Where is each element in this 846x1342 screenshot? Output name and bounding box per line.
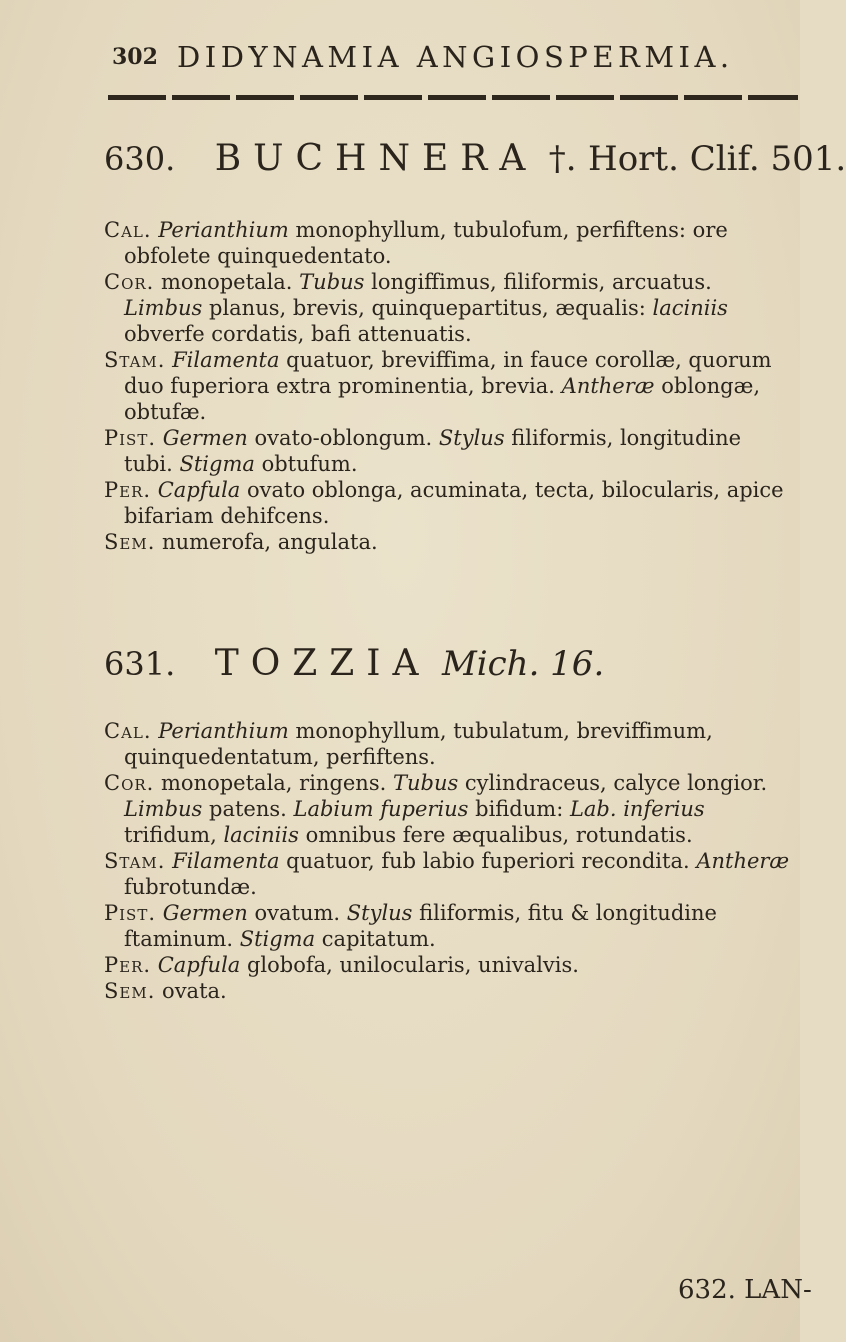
description-text: oblongæ, obtufæ. xyxy=(124,374,761,424)
italic-term: Tubus xyxy=(392,771,459,795)
page-header xyxy=(112,40,772,80)
character-label: Cal. xyxy=(104,218,152,242)
description-text: monopetala, ringens. xyxy=(154,771,393,795)
description-text: capitatum. xyxy=(315,927,436,951)
character-label: Stam. xyxy=(104,849,166,873)
page-number: 302 xyxy=(112,44,158,70)
character-paragraph xyxy=(104,848,794,900)
character-paragraph xyxy=(104,529,794,555)
character-label: Stam. xyxy=(104,348,166,372)
description-text: patens. xyxy=(202,797,294,821)
description-text: planus, brevis, quinquepartitus, æqualis: xyxy=(202,296,653,320)
catchword: 632. LAN- xyxy=(678,1275,812,1305)
genus-description xyxy=(104,718,794,1004)
description-text: fubrotundæ. xyxy=(124,875,257,899)
description-text: longiffimus, filiformis, arcuatus. xyxy=(364,270,712,294)
character-paragraph xyxy=(104,900,794,952)
italic-term: Tubus xyxy=(299,270,365,294)
italic-term: Stigma xyxy=(179,452,255,476)
italic-term: Stylus xyxy=(346,901,413,925)
description-text: numerofa, angulata. xyxy=(155,530,378,554)
character-paragraph xyxy=(104,718,794,770)
character-paragraph xyxy=(104,347,794,425)
character-paragraph xyxy=(104,770,794,848)
character-paragraph xyxy=(104,952,794,978)
italic-term: Stigma xyxy=(239,927,316,951)
description-text: bifidum: xyxy=(468,797,570,821)
genus-reference: Hort. Clif. 501. xyxy=(588,139,846,179)
description-text: obverfe cordatis, bafi attenuatis. xyxy=(124,322,472,346)
running-head: DIDYNAMIA ANGIOSPERMIA. xyxy=(177,40,734,74)
description-text: filiformis, longitudine tubi. xyxy=(124,426,742,476)
italic-term: Labium fuperius xyxy=(293,797,469,821)
italic-term: Perianthium xyxy=(151,218,289,242)
italic-term: laciniis xyxy=(652,296,728,320)
description-text: quatuor, fub labio fuperiori recondita. xyxy=(279,849,697,873)
italic-term: Stylus xyxy=(438,426,505,450)
italic-term: Germen xyxy=(156,426,248,450)
description-text: trifidum, xyxy=(124,823,224,847)
description-text: ovata. xyxy=(155,979,227,1003)
genus-description xyxy=(104,217,794,555)
description-text: omnibus fere æqualibus, rotundatis. xyxy=(298,823,693,847)
character-label: Pist. xyxy=(104,426,157,450)
description-text: monophyllum, tubulatum, breviffimum, quinquedentatum, perfiftens. xyxy=(124,719,713,769)
italic-term: Perianthium xyxy=(151,719,289,743)
character-label: Cor. xyxy=(104,771,155,795)
character-label: Cor. xyxy=(104,270,155,294)
italic-term: Capfula xyxy=(151,953,241,977)
description-text: monopetala. xyxy=(154,270,300,294)
description-text: ovato-oblongum. xyxy=(247,426,439,450)
italic-term: Filamenta xyxy=(165,849,280,873)
character-paragraph xyxy=(104,978,794,1004)
italic-term: Filamenta xyxy=(165,348,280,372)
character-label: Sem. xyxy=(104,979,156,1003)
description-text: quatuor, breviffima, in fauce corollæ, quorum duo fuperiora extra prominentia, brevia. xyxy=(124,348,772,398)
description-text: monophyllum, tubulofum, perfiftens: ore obfolete quinquedentato. xyxy=(124,218,728,268)
genus-name: BUCHNERA xyxy=(214,138,538,179)
italic-term: Limbus xyxy=(124,797,203,821)
character-paragraph xyxy=(104,217,794,269)
header-rule xyxy=(108,95,798,100)
genus-number: 631. xyxy=(104,645,176,683)
character-label: Per. xyxy=(104,478,152,502)
italic-term: Antheræ xyxy=(696,849,790,873)
italic-term: Germen xyxy=(156,901,248,925)
character-paragraph xyxy=(104,269,794,347)
italic-term: Lab. inferius xyxy=(569,797,705,821)
character-label: Sem. xyxy=(104,530,156,554)
genus-heading xyxy=(104,138,846,179)
genus-reference: Mich. 16. xyxy=(441,644,605,684)
character-label: Cal. xyxy=(104,719,152,743)
description-text: obtufum. xyxy=(254,452,358,476)
character-label: Per. xyxy=(104,953,152,977)
genus-name: TOZZIA xyxy=(214,643,431,684)
genus-number: 630. xyxy=(104,140,176,178)
character-paragraph xyxy=(104,425,794,477)
character-label: Pist. xyxy=(104,901,157,925)
description-text: globofa, unilocularis, univalvis. xyxy=(240,953,579,977)
description-text: filiformis, fitu & longitudine ftaminum. xyxy=(124,901,717,951)
italic-term: laciniis xyxy=(223,823,299,847)
genus-dagger: †. xyxy=(548,139,577,179)
genus-heading xyxy=(104,643,604,684)
italic-term: Antheræ xyxy=(561,374,655,398)
description-text: ovato oblonga, acuminata, tecta, bilocularis, apice bifariam dehifcens. xyxy=(124,478,784,528)
character-paragraph xyxy=(104,477,794,529)
italic-term: Capfula xyxy=(151,478,241,502)
description-text: cylindraceus, calyce longior. xyxy=(458,771,768,795)
italic-term: Limbus xyxy=(124,296,203,320)
description-text: ovatum. xyxy=(247,901,347,925)
